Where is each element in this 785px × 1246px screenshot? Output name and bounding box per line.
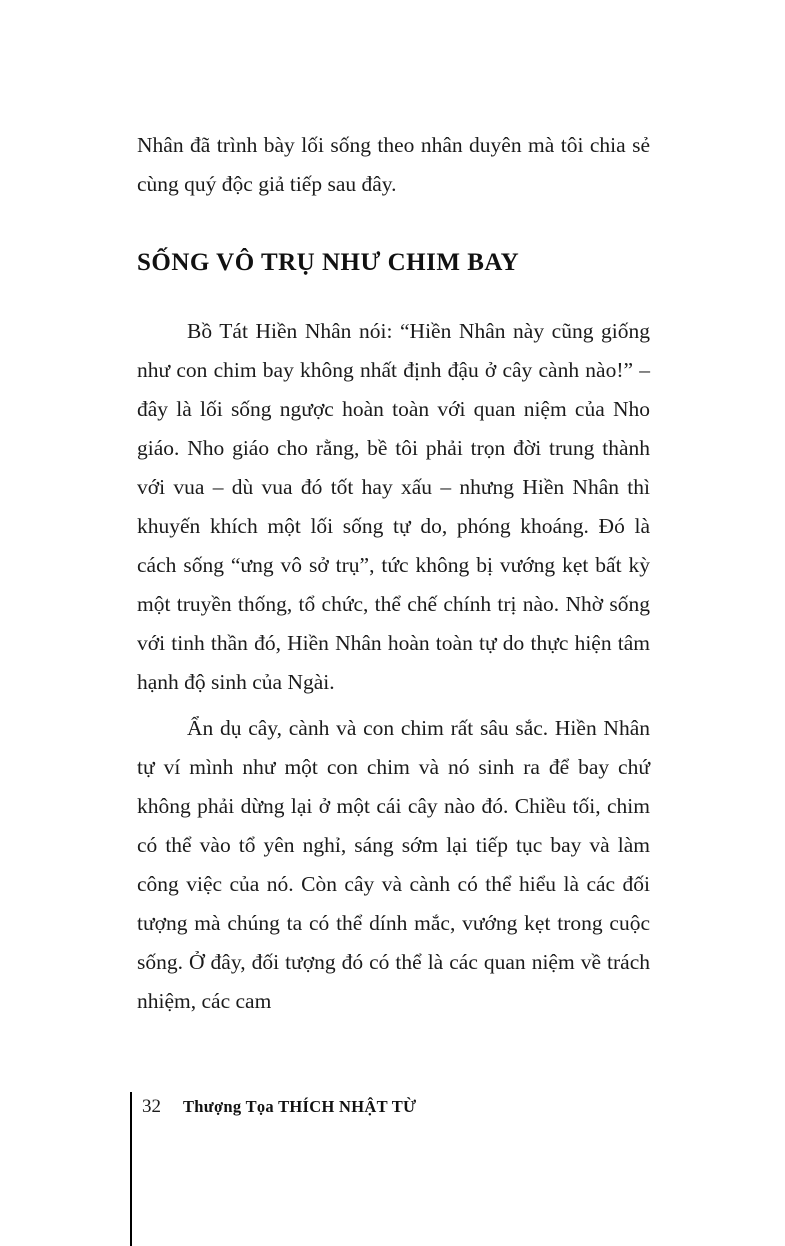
page-number: 32: [142, 1096, 161, 1117]
margin-rule: [130, 1092, 132, 1246]
body-paragraph: Ẩn dụ cây, cành và con chim rất sâu sắc. Hiền Nhân tự ví mình như một con chim và nó sinh ra để bay chứ không phải dừng lại ở một cái cây nào đó. Chiều tối, chim có thể vào tổ yên nghỉ, sáng sớm lại tiếp tục bay và làm công việc của nó. Còn cây và cành có thể hiểu là các đối tượng mà chúng ta có thể dính mắc, vướng kẹt trong cuộc sống. Ở đây, đối tượng đó có thể là các quan niệm về trách nhiệm, các cam: [137, 716, 650, 1013]
section-heading: SỐNG VÔ TRỤ NHƯ CHIM BAY: [137, 249, 520, 276]
page-footer: [142, 1096, 416, 1118]
intro-paragraph: Nhân đã trình bày lối sống theo nhân duyên mà tôi chia sẻ cùng quý độc giả tiếp sau đây.: [137, 133, 650, 196]
running-title: Thượng Tọa THÍCH NHẬT TỪ: [183, 1097, 417, 1116]
body-paragraph: Bồ Tát Hiền Nhân nói: “Hiền Nhân này cũng giống như con chim bay không nhất định đậu ở cây cành nào!” – đây là lối sống ngược hoàn toàn với quan niệm của Nho giáo. Nho giáo cho rằng, bề tôi phải trọn đời trung thành với vua – dù vua đó tốt hay xấu – nhưng Hiền Nhân thì khuyến khích một lối sống tự do, phóng khoáng. Đó là cách sống “ưng vô sở trụ”, tức không bị vướng kẹt bất kỳ một truyền thống, tổ chức, thể chế chính trị nào. Nhờ sống với tinh thần đó, Hiền Nhân hoàn toàn tự do thực hiện tâm hạnh độ sinh của Ngài.: [137, 319, 650, 694]
text-block: [137, 126, 650, 1028]
